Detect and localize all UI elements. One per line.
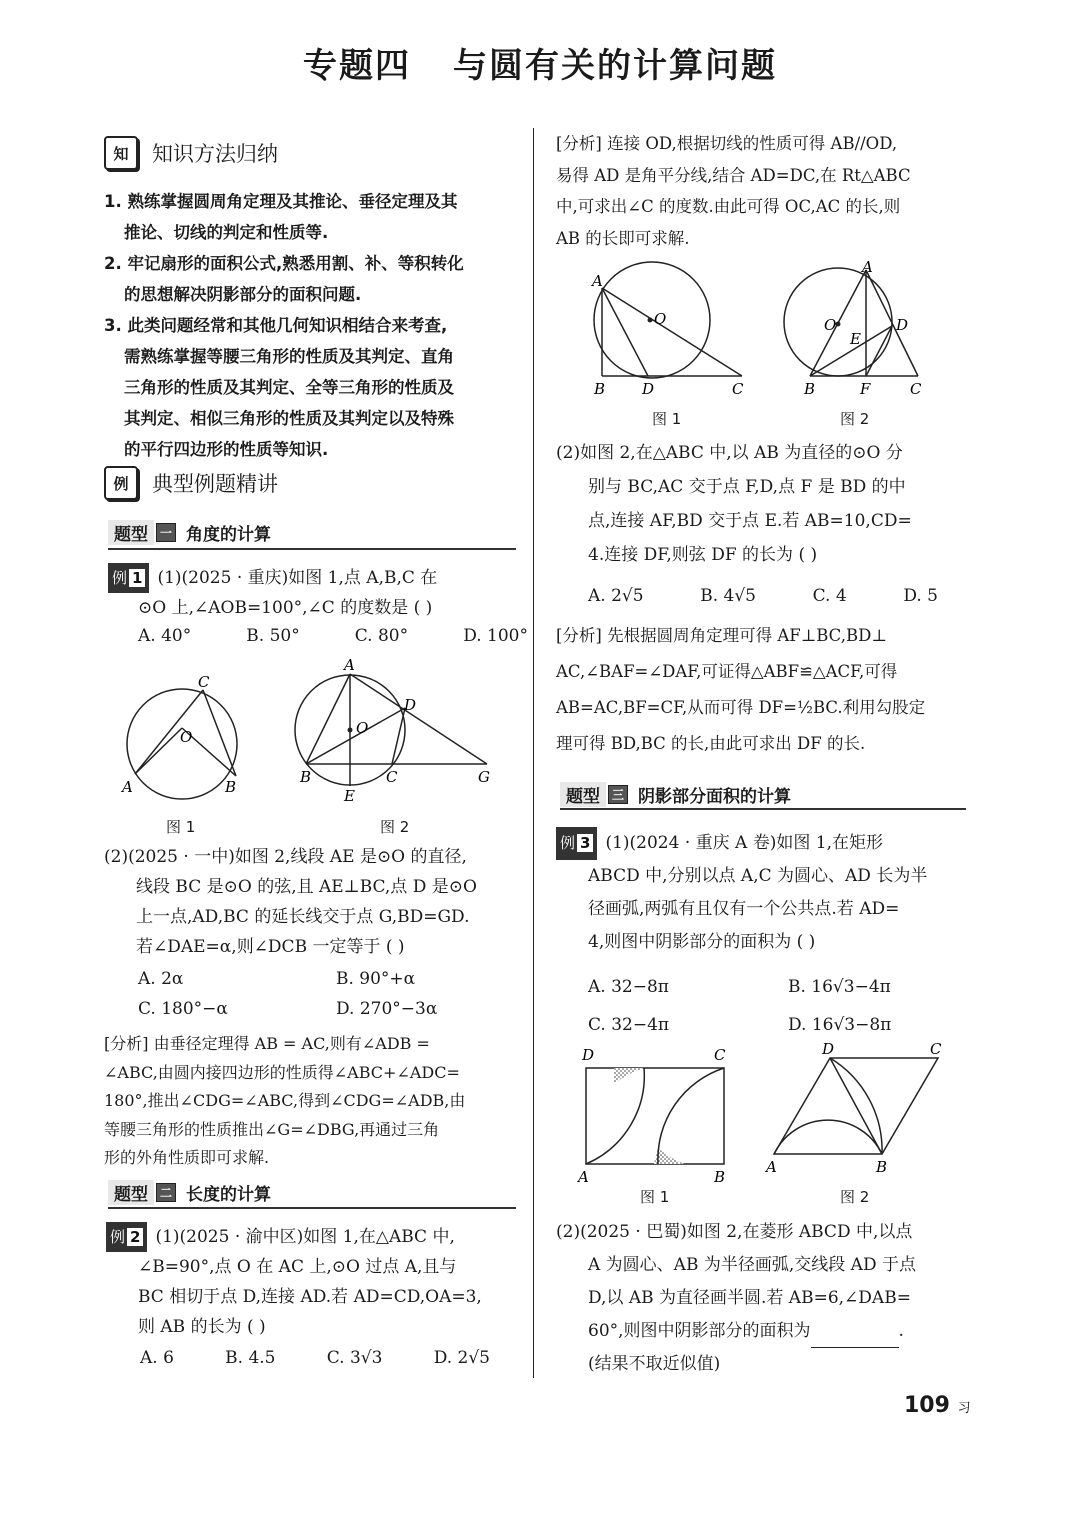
page-title: [0, 38, 1080, 87]
ex1-q2-choices: [138, 964, 437, 1024]
analysis-line: ∠ABC,由圆内接四边形的性质得∠ABC+∠ADC=: [104, 1062, 460, 1082]
ex1-q2-line: 上一点,AD,BC 的延长线交于点 G,BD=GD.: [136, 907, 470, 927]
ex3-q2-end: .: [898, 1321, 904, 1341]
ex1-q1: [108, 563, 528, 623]
ex2-fig2-caption: 图 2: [840, 410, 870, 428]
ex3-q1-choices: [588, 968, 891, 1044]
knowledge-item: 1. 熟练掌握圆周角定理及其推论、垂径定理及其: [104, 192, 458, 211]
ex1-figure-1: [118, 672, 253, 807]
choice-a[interactable]: A. 2√5: [588, 586, 644, 606]
analysis-line: AB=AC,BF=CF,从而可得 DF=½BC.利用勾股定: [556, 698, 926, 717]
type3-label: 阴影部分面积的计算: [638, 787, 792, 807]
label-d: D: [404, 696, 417, 714]
column-divider: [533, 128, 534, 1378]
choice-c[interactable]: C. 32−4π: [588, 1015, 670, 1035]
type1-tag: 题型: [108, 520, 154, 545]
knowledge-item: 其判定、相似三角形的性质及其判定以及特殊: [124, 409, 454, 428]
choice-b[interactable]: B. 16√3−4π: [788, 977, 891, 997]
label-o: O: [356, 719, 369, 737]
analysis-line: [分析] 由垂径定理得 AB = AC,则有∠ADB =: [104, 1034, 430, 1053]
page-mark: 习: [957, 1401, 971, 1416]
knowledge-icon: 知: [104, 136, 138, 170]
knowledge-item: 2. 牢记扇形的面积公式,熟悉用割、补、等积转化: [104, 254, 464, 273]
label-d: D: [642, 380, 655, 398]
ex2-q2-line: 点,连接 AF,BD 交于点 E.若 AB=10,CD=: [588, 511, 912, 531]
knowledge-item: 3. 此类问题经常和其他几何知识相结合来考查,: [104, 316, 448, 335]
label-a: A: [766, 1158, 777, 1176]
choice-a[interactable]: A. 32−8π: [588, 977, 669, 997]
ex1-q2-line: 若∠DAE=α,则∠DCB 一定等于 ( ): [136, 937, 405, 957]
ex2-q1: [106, 1222, 526, 1342]
knowledge-heading: [104, 136, 278, 170]
title-part2: 与圆有关的计算问题: [453, 46, 777, 86]
type2-header: [108, 1180, 271, 1205]
analysis-line: AB 的长即可求解.: [556, 228, 690, 248]
type2-tag: 题型: [108, 1180, 154, 1205]
label-b: B: [714, 1168, 726, 1184]
label-d: D: [822, 1040, 835, 1058]
ex3-q1-line: 4,则图中阴影部分的面积为 ( ): [588, 932, 816, 952]
type1-rule: [108, 548, 516, 550]
analysis-line: [分析] 先根据圆周角定理可得 AF⊥BC,BD⊥: [556, 626, 887, 645]
label-b: B: [594, 380, 606, 398]
label-g: G: [478, 768, 490, 786]
ex2-q2: [556, 436, 976, 572]
ex1-badge: 例 1: [108, 563, 149, 593]
label-a: A: [592, 272, 603, 290]
label-d: D: [582, 1046, 595, 1064]
title-part1: 专题四: [303, 46, 411, 86]
ex1-q2: [104, 842, 524, 962]
analysis-line: 180°,推出∠CDG=∠ABC,得到∠CDG=∠ADB,由: [104, 1091, 466, 1110]
type2-rule: [108, 1207, 516, 1209]
knowledge-item: 的思想解决阴影部分的面积问题.: [124, 285, 362, 304]
ex1-q1-line: (1)(2025 · 重庆)如图 1,点 A,B,C 在: [157, 568, 438, 588]
ex3-q1: [556, 827, 976, 959]
ex3-q2-line: D,以 AB 为直径画半圆.若 AB=6,∠DAB=: [588, 1288, 911, 1308]
choice-c[interactable]: C. 180°−α: [138, 999, 228, 1019]
analysis-line: 中,可求出∠C 的度数.由此可得 OC,AC 的长,则: [556, 197, 901, 216]
label-c: C: [930, 1040, 942, 1058]
ex2-q2-line: 别与 BC,AC 交于点 F,D,点 F 是 BD 的中: [588, 477, 906, 497]
ex3-figure-1: [574, 1044, 734, 1184]
ex1-figure-2: [292, 656, 502, 806]
label-c: C: [910, 380, 922, 398]
ex1-q2-line: 线段 BC 是⊙O 的弦,且 AE⊥BC,点 D 是⊙O: [136, 877, 477, 897]
type3-tag: 题型: [560, 782, 606, 807]
ex1-analysis: [104, 1030, 524, 1173]
examples-heading: [104, 466, 278, 500]
choice-b[interactable]: B. 4.5: [225, 1348, 276, 1368]
ex3-figure-2: [762, 1040, 952, 1180]
type3-rule: [560, 808, 966, 810]
label-e: E: [850, 330, 861, 348]
choice-d[interactable]: D. 100°: [463, 626, 528, 646]
label-e: E: [344, 787, 355, 805]
choice-d[interactable]: D. 2√5: [433, 1348, 490, 1368]
knowledge-heading-label: 知识方法归纳: [152, 142, 278, 166]
label-d: D: [896, 316, 909, 334]
ex2-analysis1: [556, 128, 976, 254]
label-b: B: [225, 778, 237, 796]
ex2-q1-line: 则 AB 的长为 ( ): [138, 1317, 266, 1337]
label-f: F: [860, 380, 871, 398]
examples-heading-label: 典型例题精讲: [152, 472, 278, 496]
page-number-value: 109: [904, 1393, 950, 1418]
ex2-fig1-caption: 图 1: [652, 410, 682, 428]
ex2-figure-2: [778, 258, 938, 400]
type1-num: 一: [156, 523, 176, 542]
analysis-line: 理可得 BD,BC 的长,由此可求出 DF 的长.: [556, 734, 866, 753]
label-c: C: [732, 380, 744, 398]
ex2-q2-line: (2)如图 2,在△ABC 中,以 AB 为直径的⊙O 分: [556, 443, 903, 463]
label-b: B: [804, 380, 816, 398]
ex3-q2-line: (2)(2025 · 巴蜀)如图 2,在菱形 ABCD 中,以点: [556, 1222, 913, 1242]
ex2-figure-1: [586, 258, 756, 400]
analysis-line: AC,∠BAF=∠DAF,可证得△ABF≌△ACF,可得: [556, 662, 898, 681]
analysis-line: 易得 AD 是角平分线,结合 AD=DC,在 Rt△ABC: [556, 165, 911, 185]
ex2-analysis2: [556, 618, 976, 762]
ex1-q1-line: ⊙O 上,∠AOB=100°,∠C 的度数是 ( ): [138, 598, 433, 618]
choice-a[interactable]: A. 6: [140, 1348, 174, 1368]
label-a: A: [344, 656, 355, 674]
ex3-q2-line: (结果不取近似值): [588, 1354, 721, 1374]
examples-icon: 例: [104, 466, 138, 500]
ex1-fig2-caption: 图 2: [380, 818, 410, 836]
choice-a[interactable]: A. 2α: [138, 969, 184, 989]
ex2-badge: 例 2: [106, 1222, 147, 1252]
knowledge-item: 需熟练掌握等腰三角形的性质及其判定、直角: [124, 347, 454, 366]
type1-label: 角度的计算: [186, 525, 272, 545]
ex2-q1-line: ∠B=90°,点 O 在 AC 上,⊙O 过点 A,且与: [138, 1257, 457, 1277]
type2-label: 长度的计算: [186, 1185, 272, 1205]
analysis-line: 等腰三角形的性质推出∠G=∠DBG,再通过三角: [104, 1119, 440, 1139]
label-b: B: [300, 768, 312, 786]
page-number: [904, 1393, 971, 1418]
knowledge-item: 三角形的性质及其判定、全等三角形的性质及: [124, 378, 454, 397]
label-a: A: [862, 258, 873, 276]
choice-c[interactable]: C. 3√3: [326, 1348, 383, 1368]
ex3-q2-line: 60°,则图中阴影部分的面积为: [588, 1321, 811, 1341]
analysis-line: 形的外角性质即可求解.: [104, 1148, 270, 1167]
knowledge-item: 推论、切线的判定和性质等.: [124, 223, 329, 242]
choice-d[interactable]: D. 270°−3α: [336, 999, 438, 1019]
label-o: O: [824, 316, 837, 334]
knowledge-item: 的平行四边形的性质等知识.: [124, 440, 329, 459]
ex3-q1-line: (1)(2024 · 重庆 A 卷)如图 1,在矩形: [605, 833, 883, 853]
ex1-q1-choices: [138, 626, 528, 646]
ex3-q2-line: A 为圆心、AB 为半径画弧,交线段 AD 于点: [588, 1255, 916, 1275]
choice-d[interactable]: D. 5: [903, 586, 938, 606]
choice-b[interactable]: B. 50°: [246, 626, 300, 646]
label-o: O: [180, 728, 193, 746]
type3-num: 三: [608, 785, 628, 804]
label-o: O: [654, 310, 667, 328]
choice-b[interactable]: B. 4√5: [700, 586, 756, 606]
ex3-fig2-caption: 图 2: [840, 1188, 870, 1206]
choice-c[interactable]: C. 80°: [354, 626, 409, 646]
choice-d[interactable]: D. 16√3−8π: [788, 1015, 892, 1035]
label-a: A: [122, 778, 133, 796]
label-c: C: [714, 1046, 726, 1064]
label-c: C: [386, 768, 398, 786]
ex2-q1-line: BC 相切于点 D,连接 AD.若 AD=CD,OA=3,: [138, 1287, 482, 1307]
choice-a[interactable]: A. 40°: [138, 626, 192, 646]
ex3-fig1-caption: 图 1: [640, 1188, 670, 1206]
ex2-q1-line: (1)(2025 · 渝中区)如图 1,在△ABC 中,: [155, 1227, 455, 1247]
ex1-fig1-caption: 图 1: [166, 818, 196, 836]
ex2-q2-choices: [588, 586, 938, 606]
ex3-badge: 例 3: [556, 827, 597, 860]
type1-header: [108, 520, 271, 545]
ex2-q1-choices: [140, 1348, 490, 1368]
label-a: A: [578, 1168, 589, 1184]
ex3-q1-line: ABCD 中,分别以点 A,C 为圆心、AD 长为半: [588, 866, 928, 886]
ex1-q2-line: (2)(2025 · 一中)如图 2,线段 AE 是⊙O 的直径,: [104, 847, 467, 867]
label-b: B: [876, 1158, 888, 1176]
ex3-q2: [556, 1216, 976, 1381]
ex2-q2-line: 4.连接 DF,则弦 DF 的长为 ( ): [588, 545, 818, 565]
analysis-line: [分析] 连接 OD,根据切线的性质可得 AB//OD,: [556, 134, 898, 153]
choice-c[interactable]: C. 4: [812, 586, 847, 606]
knowledge-list: [104, 186, 524, 465]
ex3-q1-line: 径画弧,两弧有且仅有一个公共点.若 AD=: [588, 899, 900, 919]
label-c: C: [198, 673, 210, 691]
type3-header: [560, 782, 791, 807]
type2-num: 二: [156, 1183, 176, 1202]
answer-blank[interactable]: [811, 1329, 899, 1348]
choice-b[interactable]: B. 90°+α: [336, 969, 416, 989]
